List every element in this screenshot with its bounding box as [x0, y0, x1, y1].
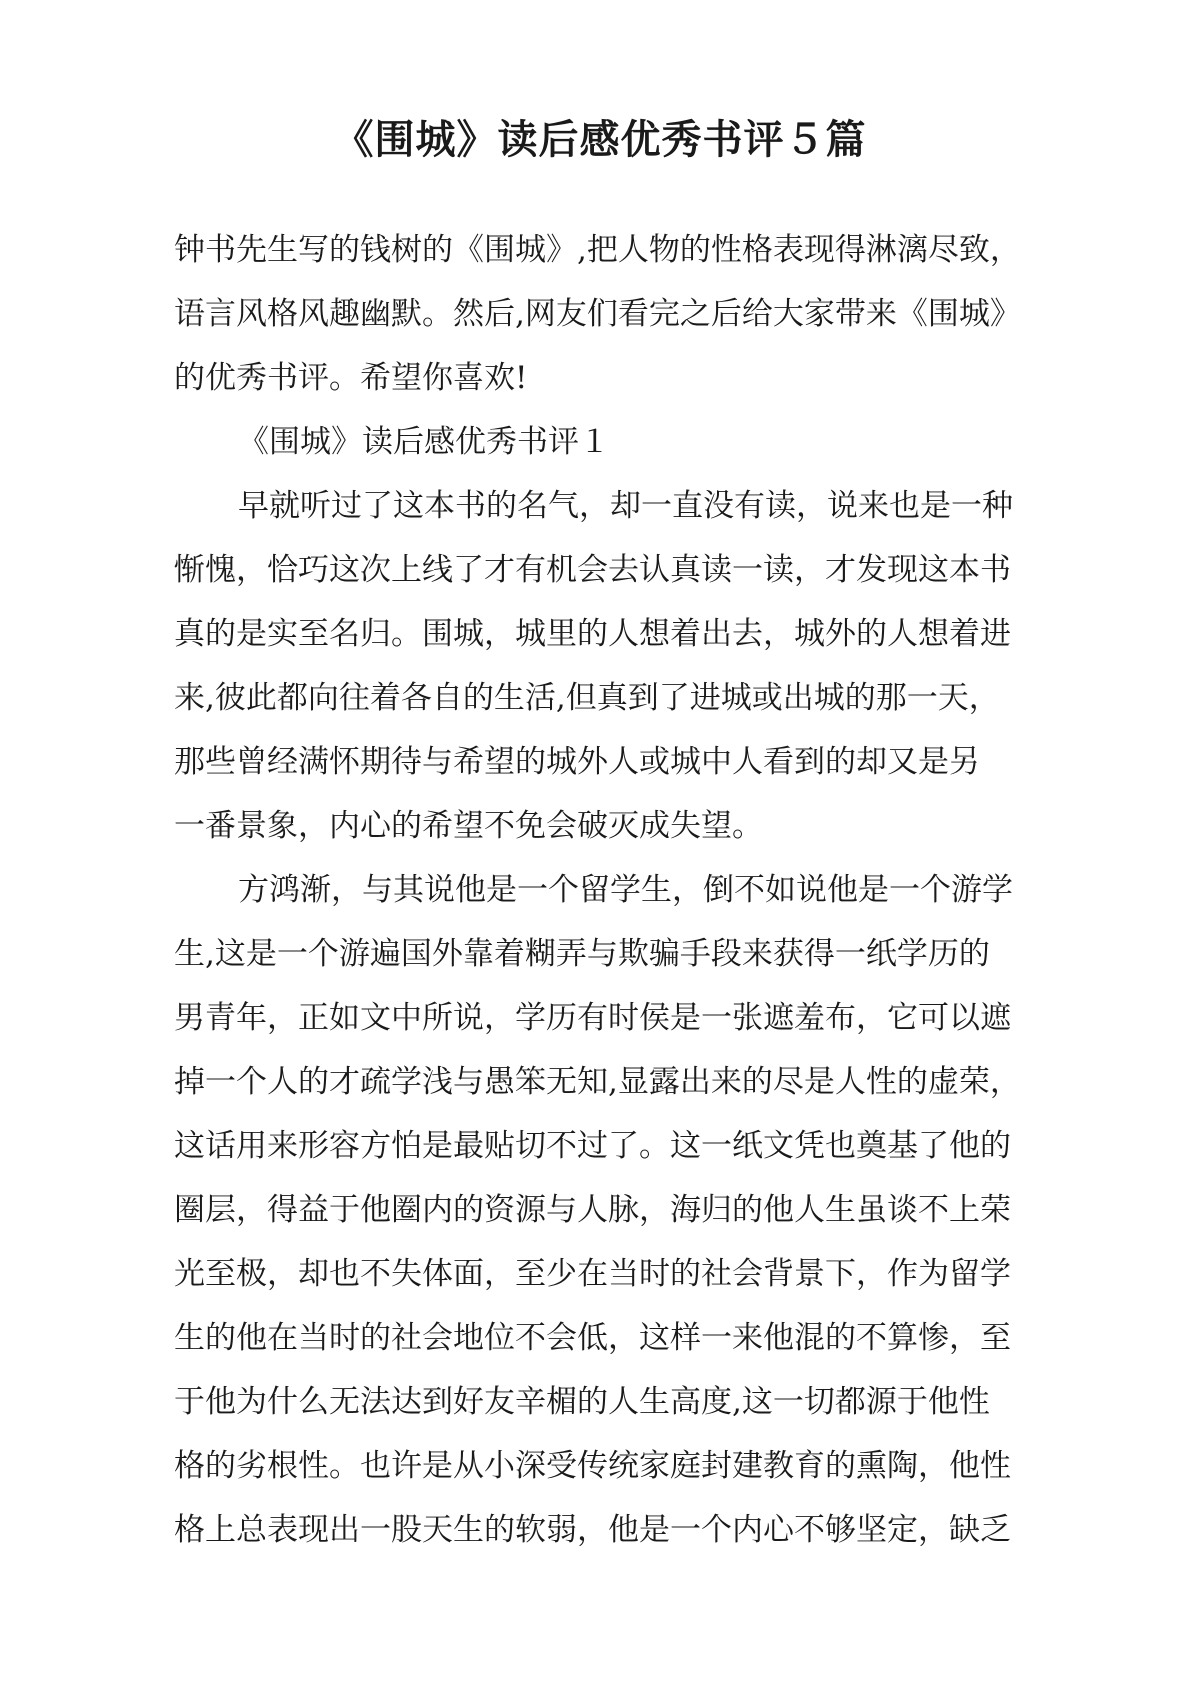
text-line: 格上总表现出一股天生的软弱，他是一个内心不够坚定，缺乏: [174, 1512, 1011, 1548]
text-line: 方鸿渐，与其说他是一个留学生，倒不如说他是一个游学: [238, 872, 1013, 908]
text-line: 圈层，得益于他圈内的资源与人脉，海归的他人生虽谈不上荣: [174, 1192, 1011, 1228]
text-line: 掉一个人的才疏学浅与愚笨无知,显露出来的尽是人性的虚荣，: [174, 1064, 1021, 1100]
text-line: 钟书先生写的钱树的《围城》,把人物的性格表现得淋漓尽致，: [174, 232, 1021, 268]
text-line: 的优秀书评。希望你喜欢!: [174, 360, 528, 396]
text-line: 格的劣根性。也许是从小深受传统家庭封建教育的熏陶，他性: [174, 1448, 1011, 1484]
text-line: 来,彼此都向往着各自的生活,但真到了进城或出城的那一天，: [174, 680, 1000, 716]
document-body: [174, 218, 1054, 1562]
text-line: 光至极，却也不失体面，至少在当时的社会背景下，作为留学: [174, 1256, 1011, 1292]
text-line: 男青年，正如文中所说，学历有时侯是一张遮羞布，它可以遮: [174, 1000, 1011, 1036]
document-title: 《围城》读后感优秀书评５篇: [333, 116, 867, 163]
text-line: 生,这是一个游遍国外靠着糊弄与欺骗手段来获得一纸学历的: [174, 936, 990, 972]
text-line: 生的他在当时的社会地位不会低，这样一来他混的不算惨，至: [174, 1320, 1011, 1356]
text-line: 真的是实至名归。围城，城里的人想着出去，城外的人想着进: [174, 616, 1011, 652]
text-line: 惭愧，恰巧这次上线了才有机会去认真读一读，才发现这本书: [174, 552, 1011, 588]
text-line: 早就听过了这本书的名气，却一直没有读，说来也是一种: [238, 488, 1013, 524]
text-line: 一番景象，内心的希望不免会破灭成失望。: [174, 808, 763, 844]
text-line: 这话用来形容方怕是最贴切不过了。这一纸文凭也奠基了他的: [174, 1128, 1011, 1164]
text-line: 语言风格风趣幽默。然后,网友们看完之后给大家带来《围城》: [174, 296, 1021, 332]
text-line: 那些曾经满怀期待与希望的城外人或城中人看到的却又是另: [174, 744, 980, 780]
section-heading: 《围城》读后感优秀书评１: [238, 424, 610, 460]
text-line: 于他为什么无法达到好友辛楣的人生高度,这一切都源于他性: [174, 1384, 990, 1420]
